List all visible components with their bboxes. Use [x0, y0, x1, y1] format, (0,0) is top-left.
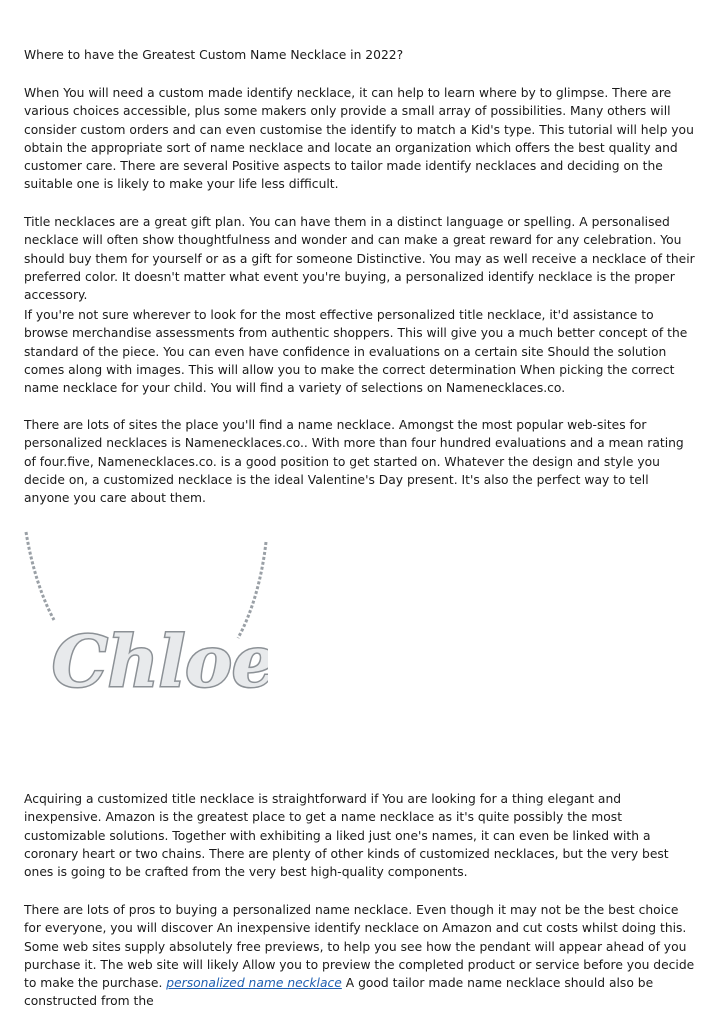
paragraph-3: If you're not sure wherever to look for the most effective personalized title necklace, it'd assistance to browse merchandise assessments from authentic shoppers. This will give you a much better concept of the standard of the piece. You can even have confidence in evaluations on a certain site Should the solution comes along with images. This will allow you to make the correct determination When picking the correct name necklace for your child. You will find a variety of selections on Namenecklaces.co. — [24, 308, 688, 396]
chloe-necklace-illustration — [24, 528, 268, 772]
paragraph-6 — [24, 901, 696, 1011]
name-necklace-image — [24, 528, 268, 772]
paragraph-1: When You will need a custom made identify necklace, it can help to learn where by to glimpse. There are various choices accessible, plus some makers only provide a small array of possibilities. Many others will consider custom orders and can even customise the identify to match a Kid's type. This tutorial will help you obtain the appropriate sort of name necklace and locate an organization which offers the best quality and customer care. There are several Positive aspects to tailor made identify necklaces and deciding on the suitable one is likely to make your life less difficult. — [24, 86, 694, 192]
personalized-name-necklace-link[interactable]: personalized name necklace — [166, 976, 342, 991]
paragraph-6-text-end: A good tailor made name necklace should also be constructed from the — [24, 976, 654, 1009]
paragraph-2: Title necklaces are a great gift plan. You can have them in a distinct language or spelling. A personalised necklace will often show thoughtfulness and wonder and can make a great reward for any celebration. You should buy them for yourself or as a gift for someone Distinctive. You may as well receive a necklace of their preferred color. It doesn't matter what event you're buying, a personalized identify necklace is the proper accessory. — [24, 215, 695, 303]
pendant-text: Chloe — [52, 620, 268, 703]
paragraph-6-text-start: There are lots of pros to buying a personalized name necklace. Even though it may not be the best choice for everyone, you will discover An inexpensive identify necklace on Amazon and cut costs whilst doing this. Some web sites supply absolutely free previews, to help you see how the pendant will appear ahead of you purchase it. The web site will likely Allow you to preview the completed product or service before you decide to make the purchase. — [24, 903, 695, 991]
paragraph-4: There are lots of sites the place you'll find a name necklace. Amongst the most popular web-sites for personalized necklaces is Namenecklaces.co.. With more than four hundred evaluations and a mean rating of four.five, Namenecklaces.co. is a good position to get started on. Whatever the design and style you decide on, a customized necklace is the ideal Valentine's Day present. It's also the perfect way to tell anyone you care about them. — [24, 418, 684, 506]
article-title: Where to have the Greatest Custom Name Necklace in 2022? — [24, 48, 404, 62]
paragraph-5: Acquiring a customized title necklace is straightforward if You are looking for a thing elegant and inexpensive. Amazon is the greatest place to get a name necklace as it's quite possibly the most customizable solutions. Together with exhibiting a liked just one's names, it can even be linked with a coronary heart or two chains. There are plenty of other kinds of customized necklaces, but the very best ones is going to be crafted from the very best high-quality components. — [24, 792, 669, 880]
